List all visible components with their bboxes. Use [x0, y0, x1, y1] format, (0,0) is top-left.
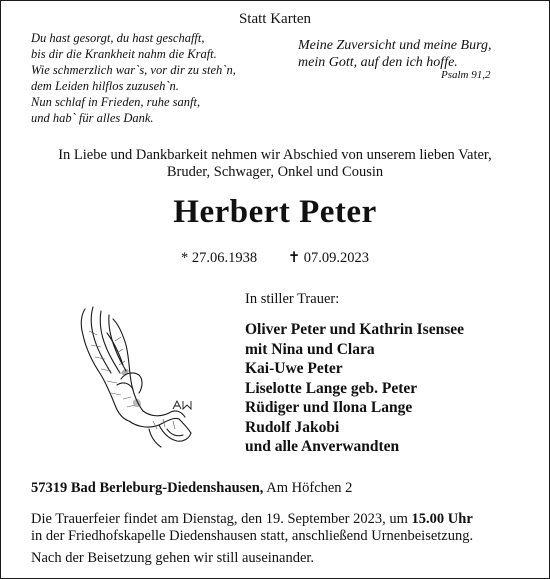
poem-line: dem Leiden hilflos zuzuseh`n.: [31, 79, 179, 93]
mourner-line: mit Nina und Clara: [245, 340, 375, 358]
mourners-list: [245, 320, 464, 457]
service-info: [31, 511, 473, 545]
psalm-reference: Psalm 91,2: [441, 69, 491, 81]
service-line-1: [31, 511, 473, 528]
psalm-line: mein Gott, auf den ich hoffe.: [298, 55, 458, 70]
intro-line: Bruder, Schwager, Onkel und Cousin: [166, 164, 384, 180]
poem-line: und hab` für alles Dank.: [31, 111, 154, 125]
service-line-2: in der Friedhofskapelle Diedenshausen statt, anschließend Urnenbeisetzung.: [31, 528, 474, 544]
death-date: ✝ 07.09.2023: [288, 250, 370, 266]
address-place: 57319 Bad Berleburg-Diedenshausen,: [31, 480, 264, 496]
poem-line: bis dir die Krankheit nahm die Kraft.: [31, 47, 217, 61]
mourner-line: Rüdiger und Ilona Lange: [245, 399, 413, 416]
deceased-name: Herbert Peter: [173, 194, 377, 230]
address-street: Am Höfchen 2: [266, 480, 353, 496]
psalm-line: Meine Zuversicht und meine Burg,: [298, 38, 492, 53]
mourning-label: In stiller Trauer:: [245, 291, 340, 307]
notice-header: Statt Karten: [238, 11, 312, 27]
poem-line: Wie schmerzlich war`s, vor dir zu steh`n,: [31, 63, 236, 77]
service-time: 15.00 Uhr: [411, 511, 473, 527]
service-date-text: Die Trauerfeier findet am Dienstag, den 19. September 2023, um: [31, 511, 408, 527]
poem: [31, 30, 236, 126]
psalm-quote: [298, 37, 492, 71]
closing-text: Nach der Beisetzung gehen wir still auseinander.: [31, 550, 315, 566]
address-line: [31, 480, 352, 497]
birth-date: * 27.06.1938: [181, 250, 258, 266]
mourner-line: Oliver Peter und Kathrin Isensee: [245, 321, 464, 338]
poem-line: Nun schlaf in Frieden, ruhe sanft,: [31, 95, 201, 109]
mourner-line: Liselotte Lange geb. Peter: [245, 379, 418, 397]
mourner-line: und alle Anverwandten: [245, 438, 400, 455]
mourner-line: Kai-Uwe Peter: [245, 360, 343, 377]
poem-line: Du hast gesorgt, du hast geschafft,: [31, 31, 205, 45]
mourner-line: Rudolf Jakobi: [245, 418, 340, 436]
intro-line: In Liebe und Dankbarkeit nehmen wir Abschied von unserem lieben Vater,: [58, 147, 492, 163]
praying-hands-icon: [63, 301, 198, 451]
intro-text: [1, 147, 549, 181]
